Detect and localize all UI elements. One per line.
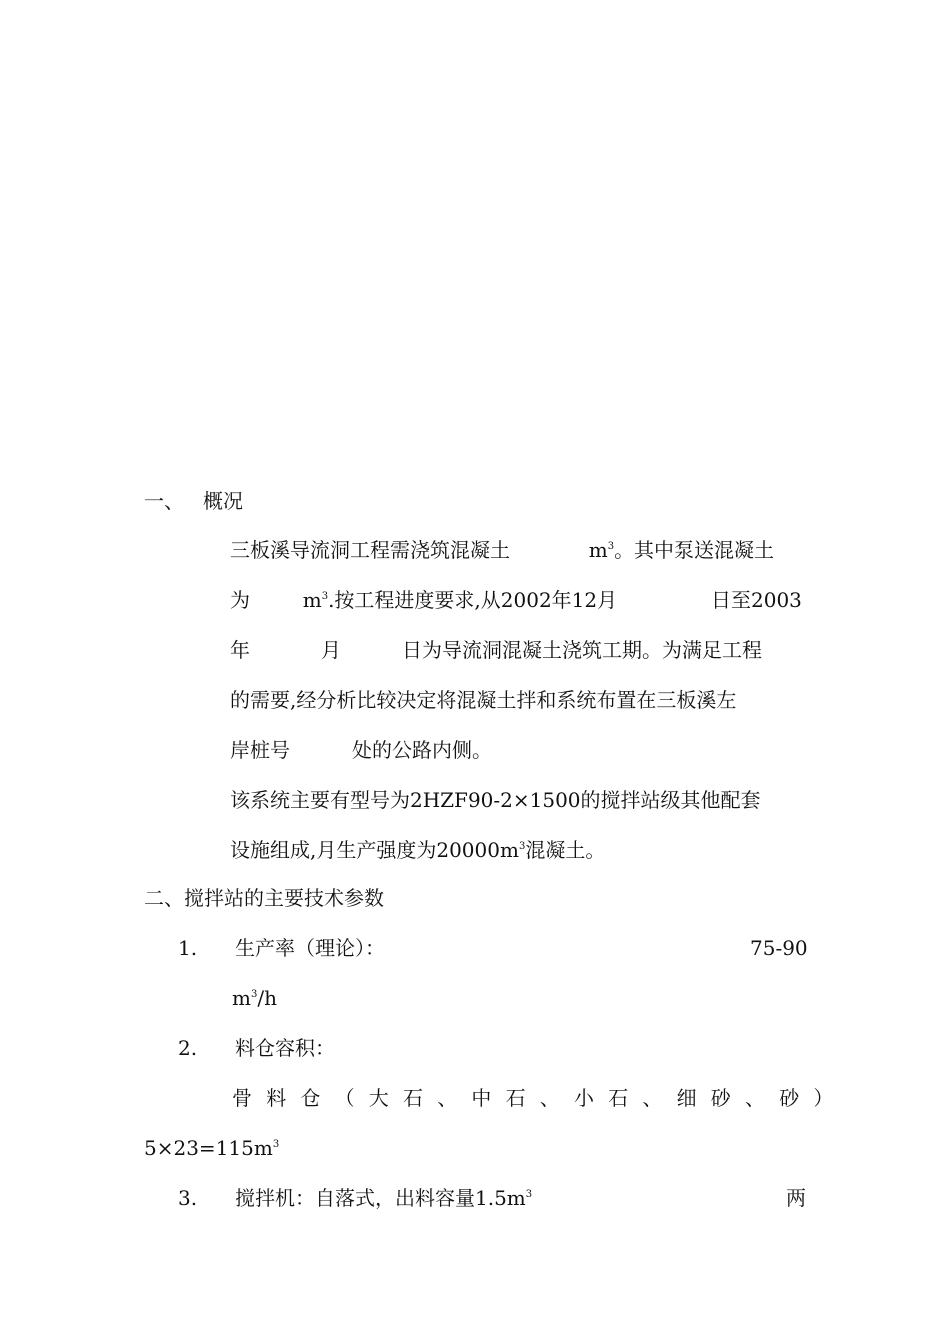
overview-line-3-rest: 日为导流洞混凝土浇筑工期。为满足工程: [402, 638, 762, 662]
overview-line-3-month: 月: [321, 638, 341, 662]
param-item-3-tail: 两: [786, 1186, 806, 1210]
system-line-1: 该系统主要有型号为2HZF90-2×1500的搅拌站级其他配套: [230, 788, 761, 812]
overview-line-2-end: 日至2003: [711, 588, 802, 612]
param-item-1-value: 75-90: [750, 936, 808, 960]
section1-marker: 一、: [144, 489, 184, 513]
overview-line-3-year: 年: [230, 638, 250, 662]
overview-line-5-a: 岸桩号: [230, 738, 290, 762]
param-item-2-formula: $5\times 23=115m^3$: [144, 1136, 280, 1160]
section1-title: 概况: [203, 489, 243, 513]
param-item-1-number: 1.: [178, 936, 198, 960]
param-item-3-text: 搅拌机：自落式，出料容量$1.5m^3$: [235, 1186, 533, 1210]
param-item-2-text: 骨料仓（大石、中石、小石、细砂、砂）: [232, 1086, 848, 1110]
param-item-3-number: 3.: [178, 1186, 198, 1210]
overview-line-1: 三板溪导流洞工程需浇筑混凝土 $m^3$。其中泵送混凝土: [230, 538, 775, 562]
param-item-2-label: 料仓容积：: [235, 1036, 335, 1060]
overview-line-2: 为 $m^3$.按工程进度要求,从2002年12月: [230, 588, 618, 612]
param-item-1-label: 生产率（理论）：: [235, 936, 385, 960]
param-item-1-unit: $m^3/h$: [232, 986, 277, 1010]
section2-title: 二、搅拌站的主要技术参数: [144, 886, 384, 910]
param-item-2-number: 2.: [178, 1036, 198, 1060]
overview-line-5-b: 处的公路内侧。: [352, 738, 492, 762]
system-line-2: 设施组成,月生产强度为$20000m^3$混凝土。: [230, 838, 606, 862]
overview-line-4: 的需要,经分析比较决定将混凝土拌和系统布置在三板溪左: [230, 688, 737, 712]
